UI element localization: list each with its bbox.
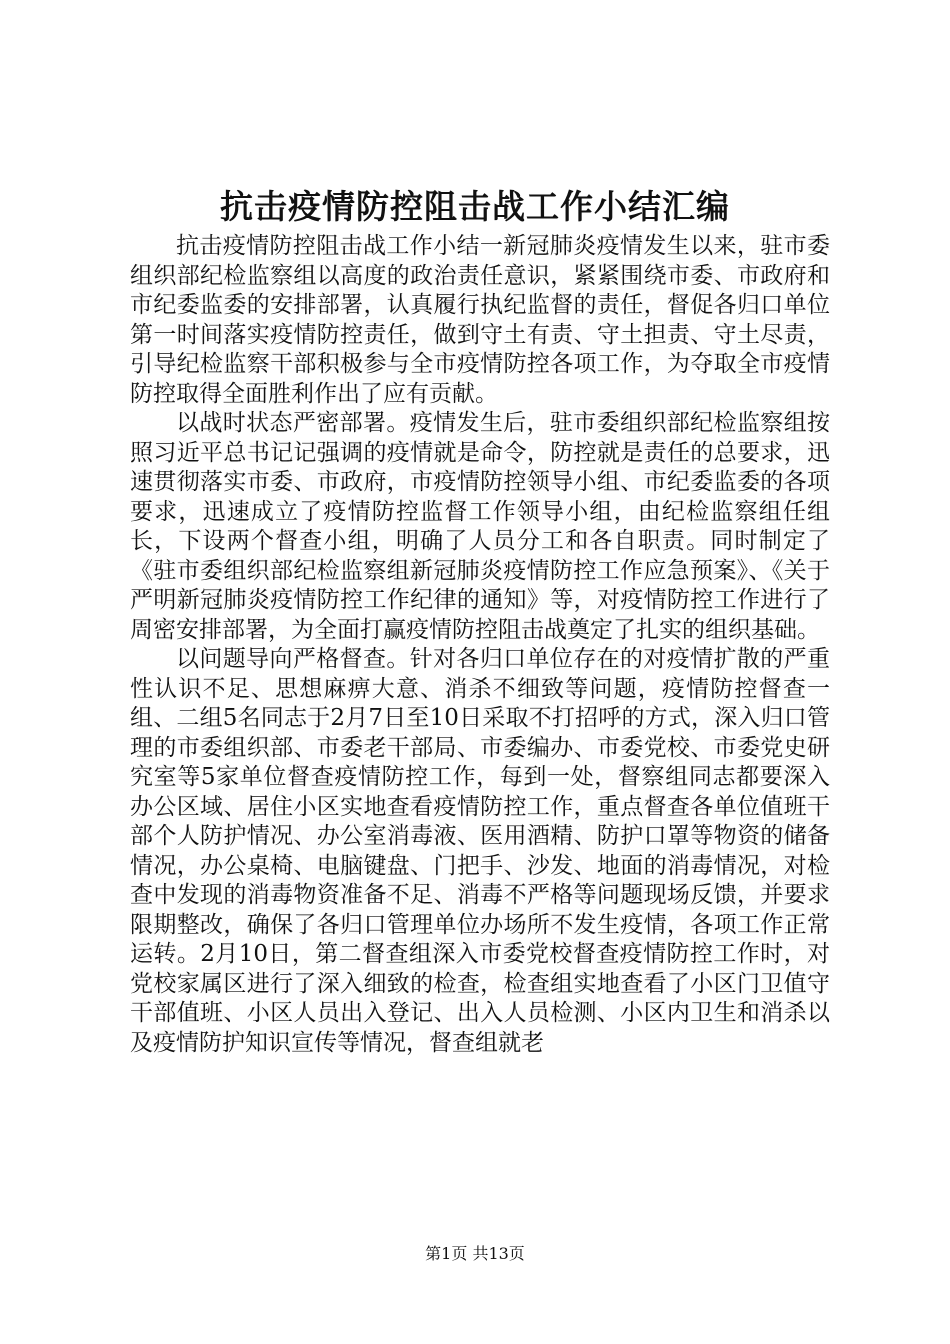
paragraph-deployment: 以战时状态严密部署。疫情发生后，驻市委组织部纪检监察组按照习近平总书记记强调的疫情就是命令，防控就是责任的总要求，迅速贯彻落实市委、市政府，市疫情防控领导小组、市纪委监委的各项要求，迅速成立了疫情防控监督工作领导小组，由纪检监察组任组长，下设两个督查小组，明确了人员分工和各自职责。同时制定了《驻市委组织部纪检监察组新冠肺炎疫情防控工作应急预案》、《关于严明新冠肺炎疫情防控工作纪律的通知》等，对疫情防控工作进行了周密安排部署，为全面打赢疫情防控阻击战奠定了扎实的组织基础。 (130, 410, 830, 643)
document-title: 抗击疫情防控阻击战工作小结汇编 (220, 187, 730, 226)
page-number-footer: 第1页 共13页 (425, 1244, 525, 1263)
paragraph-inspection: 以问题导向严格督查。针对各归口单位存在的对疫情扩散的严重性认识不足、思想麻痹大意、消杀不细致等问题，疫情防控督查一组、二组5名同志于2月7日至10日采取不打招呼的方式，深入归口管理的市委组织部、市委老干部局、市委编办、市委党校、市委党史研究室等5家单位督查疫情防控工作，每到一处，督察组同志都要深入办公区域、居住小区实地查看疫情防控工作，重点督查各单位值班干部个人防护情况、办公室消毒液、医用酒精、防护口罩等物资的储备情况，办公桌椅、电脑键盘、门把手、沙发、地面的消毒情况，对检查中发现的消毒物资准备不足、消毒不严格等问题现场反馈，并要求限期整改，确保了各归口管理单位办场所不发生疫情，各项工作正常运转。2月10日，第二督查组深入市委党校督查疫情防控工作时，对党校家属区进行了深入细致的检查，检查组实地查看了小区门卫值守干部值班、小区人员出入登记、出入人员检测、小区内卫生和消杀以及疫情防护知识宣传等情况，督查组就老 (130, 646, 830, 1056)
document-body (130, 232, 830, 1058)
paragraph-intro: 抗击疫情防控阻击战工作小结一新冠肺炎疫情发生以来，驻市委组织部纪检监察组以高度的政治责任意识，紧紧围绕市委、市政府和市纪委监委的安排部署，认真履行执纪监督的责任，督促各归口单位第一时间落实疫情防控责任，做到守土有责、守土担责、守土尽责，引导纪检监察干部积极参与全市疫情防控各项工作，为夺取全市疫情防控取得全面胜利作出了应有贡献。 (130, 233, 830, 407)
